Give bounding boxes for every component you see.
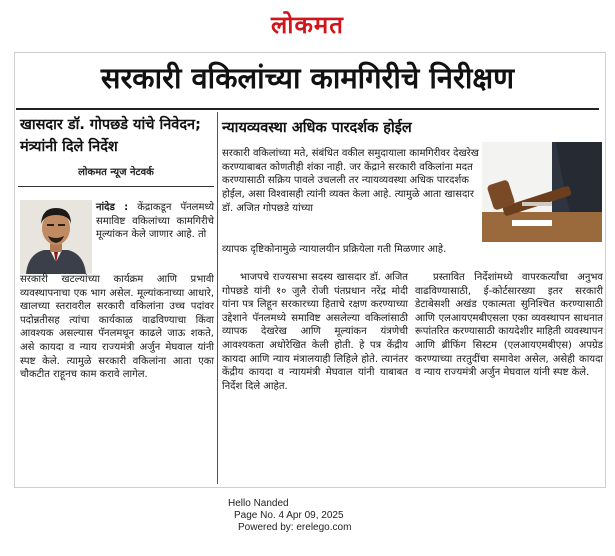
intro-paragraph-continued: व्यापक दृष्टिकोनामुळे न्यायालयीन प्रक्रियेला गती मिळणार आहे. xyxy=(222,244,447,255)
footer-page-date: Page No. 4 Apr 09, 2025 xyxy=(234,510,344,521)
headline-divider xyxy=(16,108,599,110)
portrait-icon xyxy=(20,200,92,274)
dateline: नांदेड : xyxy=(96,202,129,213)
lead-text: केंद्राकडून पॅनलमध्ये समाविष्ट वकिलांच्या कामगिरीचे मूल्यांकन केले जाणार आहे. तो xyxy=(96,202,215,241)
column-3-text xyxy=(415,271,603,380)
lead-paragraph xyxy=(96,201,214,242)
column-1-text: सरकारी खटल्यांच्या कार्यक्रम आणि प्रभावी व्यवस्थापनाचा एक भाग असेल. मूल्यांकनाच्या आधारे, खालच्या स्तरावरील सरकारी वकिलांना उच्च पदांवर पदोन्नतीसह त्यांचा कार्यकाळ वाढविण्याचा किंवा आवश्यक असल्यास पॅनलमधून काढले जाऊ शकते, असे कायदा व न्याय राज्यमंत्री अर्जुन मेघवाल यांनी स्पष्ट केले. त्यामुळे सरकारी वकिलांना आता एका चौकटीत राहूनच काम करावे लागेल. xyxy=(20,274,214,381)
portrait-photo xyxy=(20,200,92,274)
column-2-text xyxy=(222,271,408,393)
column-2-body: भाजपचे राज्यसभा सदस्य खासदार डॉ. अजित गोपछडे यांनी १० जुलै रोजी पंतप्रधान नरेंद्र मोदी यांना पत्र लिहून सरकारच्या हिताचे रक्षण करण्याच्या उद्देशाने पॅनलमध्ये समाविष्ट असलेल्या वकिलांसाठी व्यापक देखरेख आणि मूल्यांकन यंत्रणेची आवश्यकता अधोरेखित केली होती. हे पत्र केंद्रीय कायदा आणि न्याय मंत्रालयाही लिहिले होते. त्यानंतर केंद्रीय कायदा व न्यायमंत्री मेघवाल यांनी याबाबत निर्देश दिले आहेत. xyxy=(222,272,408,392)
footer-edition: Hello Nanded xyxy=(228,498,289,509)
main-headline: सरकारी वकिलांच्या कामगिरीचे निरीक्षण xyxy=(100,61,515,95)
footer-powered-by: Powered by: erelego.com xyxy=(238,522,352,533)
byline-divider xyxy=(18,186,214,187)
gavel-icon xyxy=(482,142,602,242)
column-divider xyxy=(217,112,218,484)
side-headline: खासदार डॉ. गोपछडे यांचे निवेदन; मंत्र्यांनी दिले निर्देश xyxy=(20,117,201,155)
column-3-body: प्रस्तावित निर्देशांमध्ये वापरकर्त्यांचा अनुभव वाढविण्यासाठी, ई-कोर्टसारख्या इतर सरकारी डेटाबेसशी अखंड एकात्मता सुनिश्चित करण्यासाठी आणि एलआयएमबीएसला एका व्यवस्थापन साधनात रूपांतरित करण्यासाठी कायदेशीर माहिती व्यवस्थापन आणि ब्रीफिंग सिस्टम (एलआयएमबीएस) अपग्रेड करण्याच्या तरतुदींचा समावेश असेल, असेही कायदा व न्याय राज्यमंत्री अर्जुन मेघवाल यांनी स्पष्ट केले. xyxy=(415,272,603,379)
masthead-logo: लोकमत xyxy=(271,11,344,39)
page-footer xyxy=(228,498,388,534)
sub-headline: न्यायव्यवस्था अधिक पारदर्शक होईल xyxy=(222,120,412,136)
gavel-photo xyxy=(482,142,602,242)
intro-paragraph: सरकारी वकिलांच्या मते, संबंधित वकील समुदायाला कामगिरीवर देखरेख करण्याबाबत कोणतीही शंका नाही. जर केंद्राने सरकारी वकिलांना मदत करण्यासाठी सक्रिय पावले उचलली तर न्यायव्यवस्था अधिक पारदर्शक होईल, असा विश्वासही त्यांनी व्यक्त केला आहे. त्यामुळे आता खासदार डॉ. अजित गोपछडे यांच्या xyxy=(222,148,479,214)
byline: लोकमत न्यूज नेटवर्क xyxy=(78,167,154,178)
